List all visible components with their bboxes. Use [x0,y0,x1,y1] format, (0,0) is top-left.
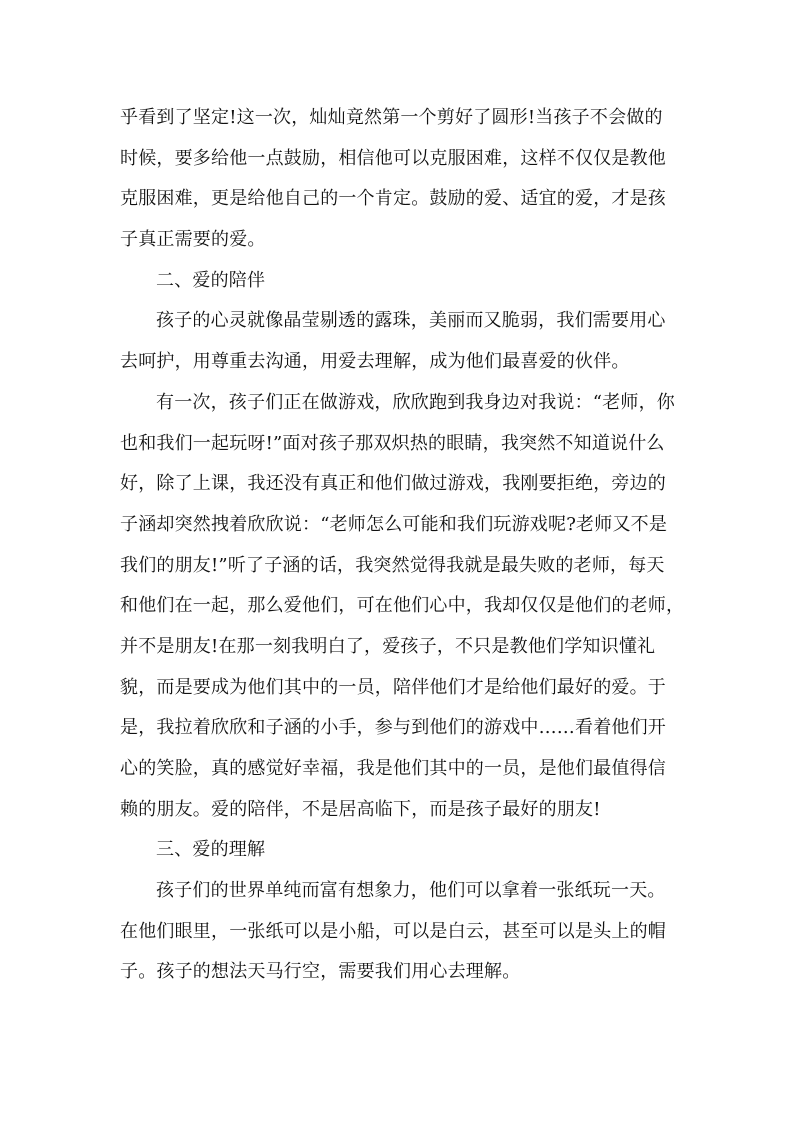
text-line: 在他们眼里，一张纸可以是小船，可以是白云，甚至可以是头上的帽 [120,920,666,942]
text-line: 和他们在一起，那么爱他们，可在他们心中，我却仅仅是他们的老师， [120,595,685,617]
text-line: 貌，而是要成为他们其中的一员，陪伴他们才是给他们最好的爱。于 [120,676,666,698]
text-line: 孩子们的世界单纯而富有想象力，他们可以拿着一张纸玩一天。 [156,880,666,902]
text-line: 克服困难，更是给他自己的一个肯定。鼓励的爱、适宜的爱，才是孩 [120,188,666,210]
text-line: 赖的朋友。爱的陪伴，不是居高临下，而是孩子最好的朋友! [120,798,601,820]
text-line: 心的笑脸，真的感觉好幸福，我是他们其中的一员，是他们最值得信 [120,758,666,779]
text-line: 也和我们一起玩呀!”面对孩子那双炽热的眼睛，我突然不知道说什么 [120,432,665,454]
text-line: 并不是朋友!在那一刻我明白了，爱孩子，不只是教他们学知识懂礼 [120,635,656,657]
text-line: 有一次，孩子们正在做游戏，欣欣跑到我身边对我说：“老师，你 [156,391,675,413]
text-line: 时候，要多给他一点鼓励，相信他可以克服困难，这样不仅仅是教他 [120,147,666,169]
text-line: 子真正需要的爱。 [120,229,266,251]
document-page [120,98,685,993]
section-heading-companionship: 二、爱的陪伴 [156,269,266,291]
text-line: 是，我拉着欣欣和子涵的小手，参与到他们的游戏中……看着他们开 [120,717,666,739]
text-line: 我们的朋友!”听了子涵的话，我突然觉得我就是最失败的老师，每天 [120,554,665,576]
text-line: 乎看到了坚定!这一次，灿灿竟然第一个剪好了圆形!当孩子不会做的 [120,107,663,128]
text-line: 子。孩子的想法天马行空，需要我们用心去理解。 [120,961,521,983]
text-line: 子涵却突然拽着欣欣说：“老师怎么可能和我们玩游戏呢?老师又不是 [120,513,668,535]
text-line: 去呵护，用尊重去沟通，用爱去理解，成为他们最喜爱的伙伴。 [120,351,630,373]
section-heading-understanding: 三、爱的理解 [156,839,266,861]
text-line: 孩子的心灵就像晶莹剔透的露珠，美丽而又脆弱，我们需要用心 [156,310,666,332]
text-line: 好，除了上课，我还没有真正和他们做过游戏，我刚要拒绝，旁边的 [120,473,666,495]
